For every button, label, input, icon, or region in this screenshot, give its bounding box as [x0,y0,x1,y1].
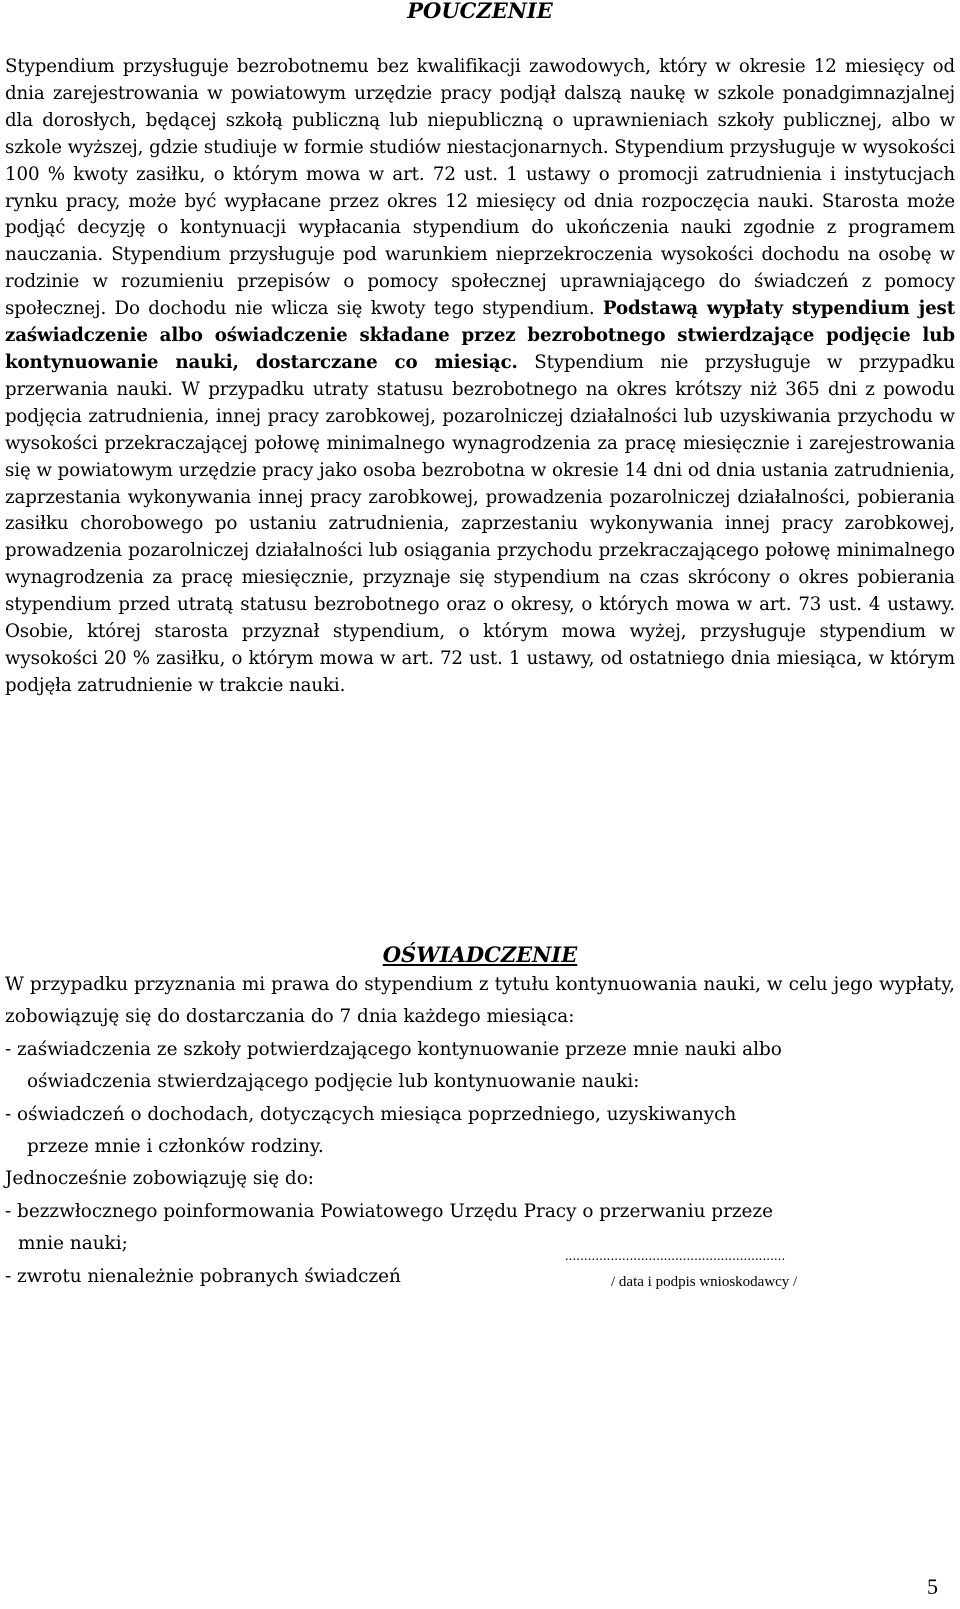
declaration-also: Jednocześnie zobowiązuję się do: [5,1168,314,1190]
page-number: 5 [927,1574,938,1599]
instruction-text-bold: Podstawą wypłaty stypendium jest zaświadczenie albo oświadczenie składane przez bezrobotnego stwierdzające podjęcie lub kontynuowanie nauki, dostarczane co miesiąc. [5,298,955,373]
declaration-item-2-cont: przeze mnie i członków rodziny. [27,1136,324,1158]
signature-line: .......................................................... [565,1249,786,1264]
declaration-item-4: - zwrotu nienależnie pobranych świadczeń [5,1265,401,1287]
declaration-item-2: - oświadczeń o dochodach, dotyczących miesiąca poprzedniego, uzyskiwanych [5,1103,737,1125]
signature-label: / data i podpis wnioskodawcy / [611,1274,798,1290]
declaration-item-3-cont: mnie nauki; [18,1233,128,1255]
declaration-title: OŚWIADCZENIE [382,942,578,967]
declaration-item-1-cont: oświadczenia stwierdzającego podjęcie lub kontynuowanie nauki: [27,1071,640,1093]
instruction-paragraph [5,54,955,700]
instruction-text-c: Stypendium nie przysługuje w przypadku przerwania nauki. W przypadku utraty statusu bezrobotnego na okres krótszy niż 365 dni z powodu podjęcia zatrudnienia, innej pracy zarobkowej, pozarolniczej działalności lub uzyskiwania przychodu w wysokości przekraczającej połowę minimalnego wynagrodzenia za pracę miesięcznie i zarejestrowania się w powiatowym urzędzie pracy jako osoba bezrobotna w okresie 14 dni od dnia ustania zatrudnienia, zaprzestania wykonywania innej pracy zarobkowej, prowadzenia pozarolniczej działalności, pobierania zasiłku chorobowego po ustaniu zatrudnienia, zaprzestaniu wykonywania innej pracy zarobkowej, prowadzenia pozarolniczej działalności lub osiągania przychodu przekraczającego połowę minimalnego wynagrodzenia za pracę miesięcznie, przyznaje się stypendium na czas skrócony o okres pobierania stypendium przed utratą statusu bezrobotnego oraz o okresy, o których mowa w art. 73 ust. 4 ustawy. Osobie, której starosta przyznał stypendium, o którym mowa wyżej, przysługuje stypendium w wysokości 20 % zasiłku, o którym mowa w art. 72 ust. 1 ustawy, od ostatniego dnia miesiąca, w którym podjęła zatrudnienie w trakcie nauki. [5,351,955,696]
declaration-intro: W przypadku przyznania mi prawa do stypendium z tytułu kontynuowania nauki, w celu jego wypłaty, zobowiązuję się do dostarczania do 7 dnia każdego miesiąca: [5,974,955,1028]
declaration-item-1: - zaświadczenia ze szkoły potwierdzającego kontynuowanie przeze mnie nauki albo [5,1038,782,1060]
page-title: POUCZENIE [407,0,553,23]
declaration-item-3: - bezzwłocznego poinformowania Powiatowego Urzędu Pracy o przerwaniu przeze [5,1200,774,1222]
declaration-section [5,969,955,1293]
instruction-text-a: Stypendium przysługuje bezrobotnemu bez kwalifikacji zawodowych, który w okresie 12 miesięcy od dnia zarejestrowania w powiatowym urzędzie pracy podjął dalszą naukę w szkole ponadgimnazjalnej dla dorosłych, będącej szkołą publiczną lub niepubliczną o uprawnieniach szkoły publicznej, albo w szkole wyższej, gdzie studiuje w formie studiów niestacjonarnych. Stypendium przysługuje w wysokości 100 % kwoty zasiłku, o którym mowa w art. 72 ust. 1 ustawy o promocji zatrudnienia i instytucjach rynku pracy, może być wypłacane przez okres 12 miesięcy od dnia rozpoczęcia nauki. Starosta może podjąć decyzję o kontynuacji wypłacania stypendium do ukończenia nauki zgodnie z programem nauczania. Stypendium przysługuje pod warunkiem nieprzekroczenia wysokości dochodu na osobę w rodzinie w rozumieniu przepisów o pomocy społecznej uprawniającego do świadczeń z pomocy społecznej. Do dochodu nie wlicza się kwoty tego stypendium. [5,56,955,320]
